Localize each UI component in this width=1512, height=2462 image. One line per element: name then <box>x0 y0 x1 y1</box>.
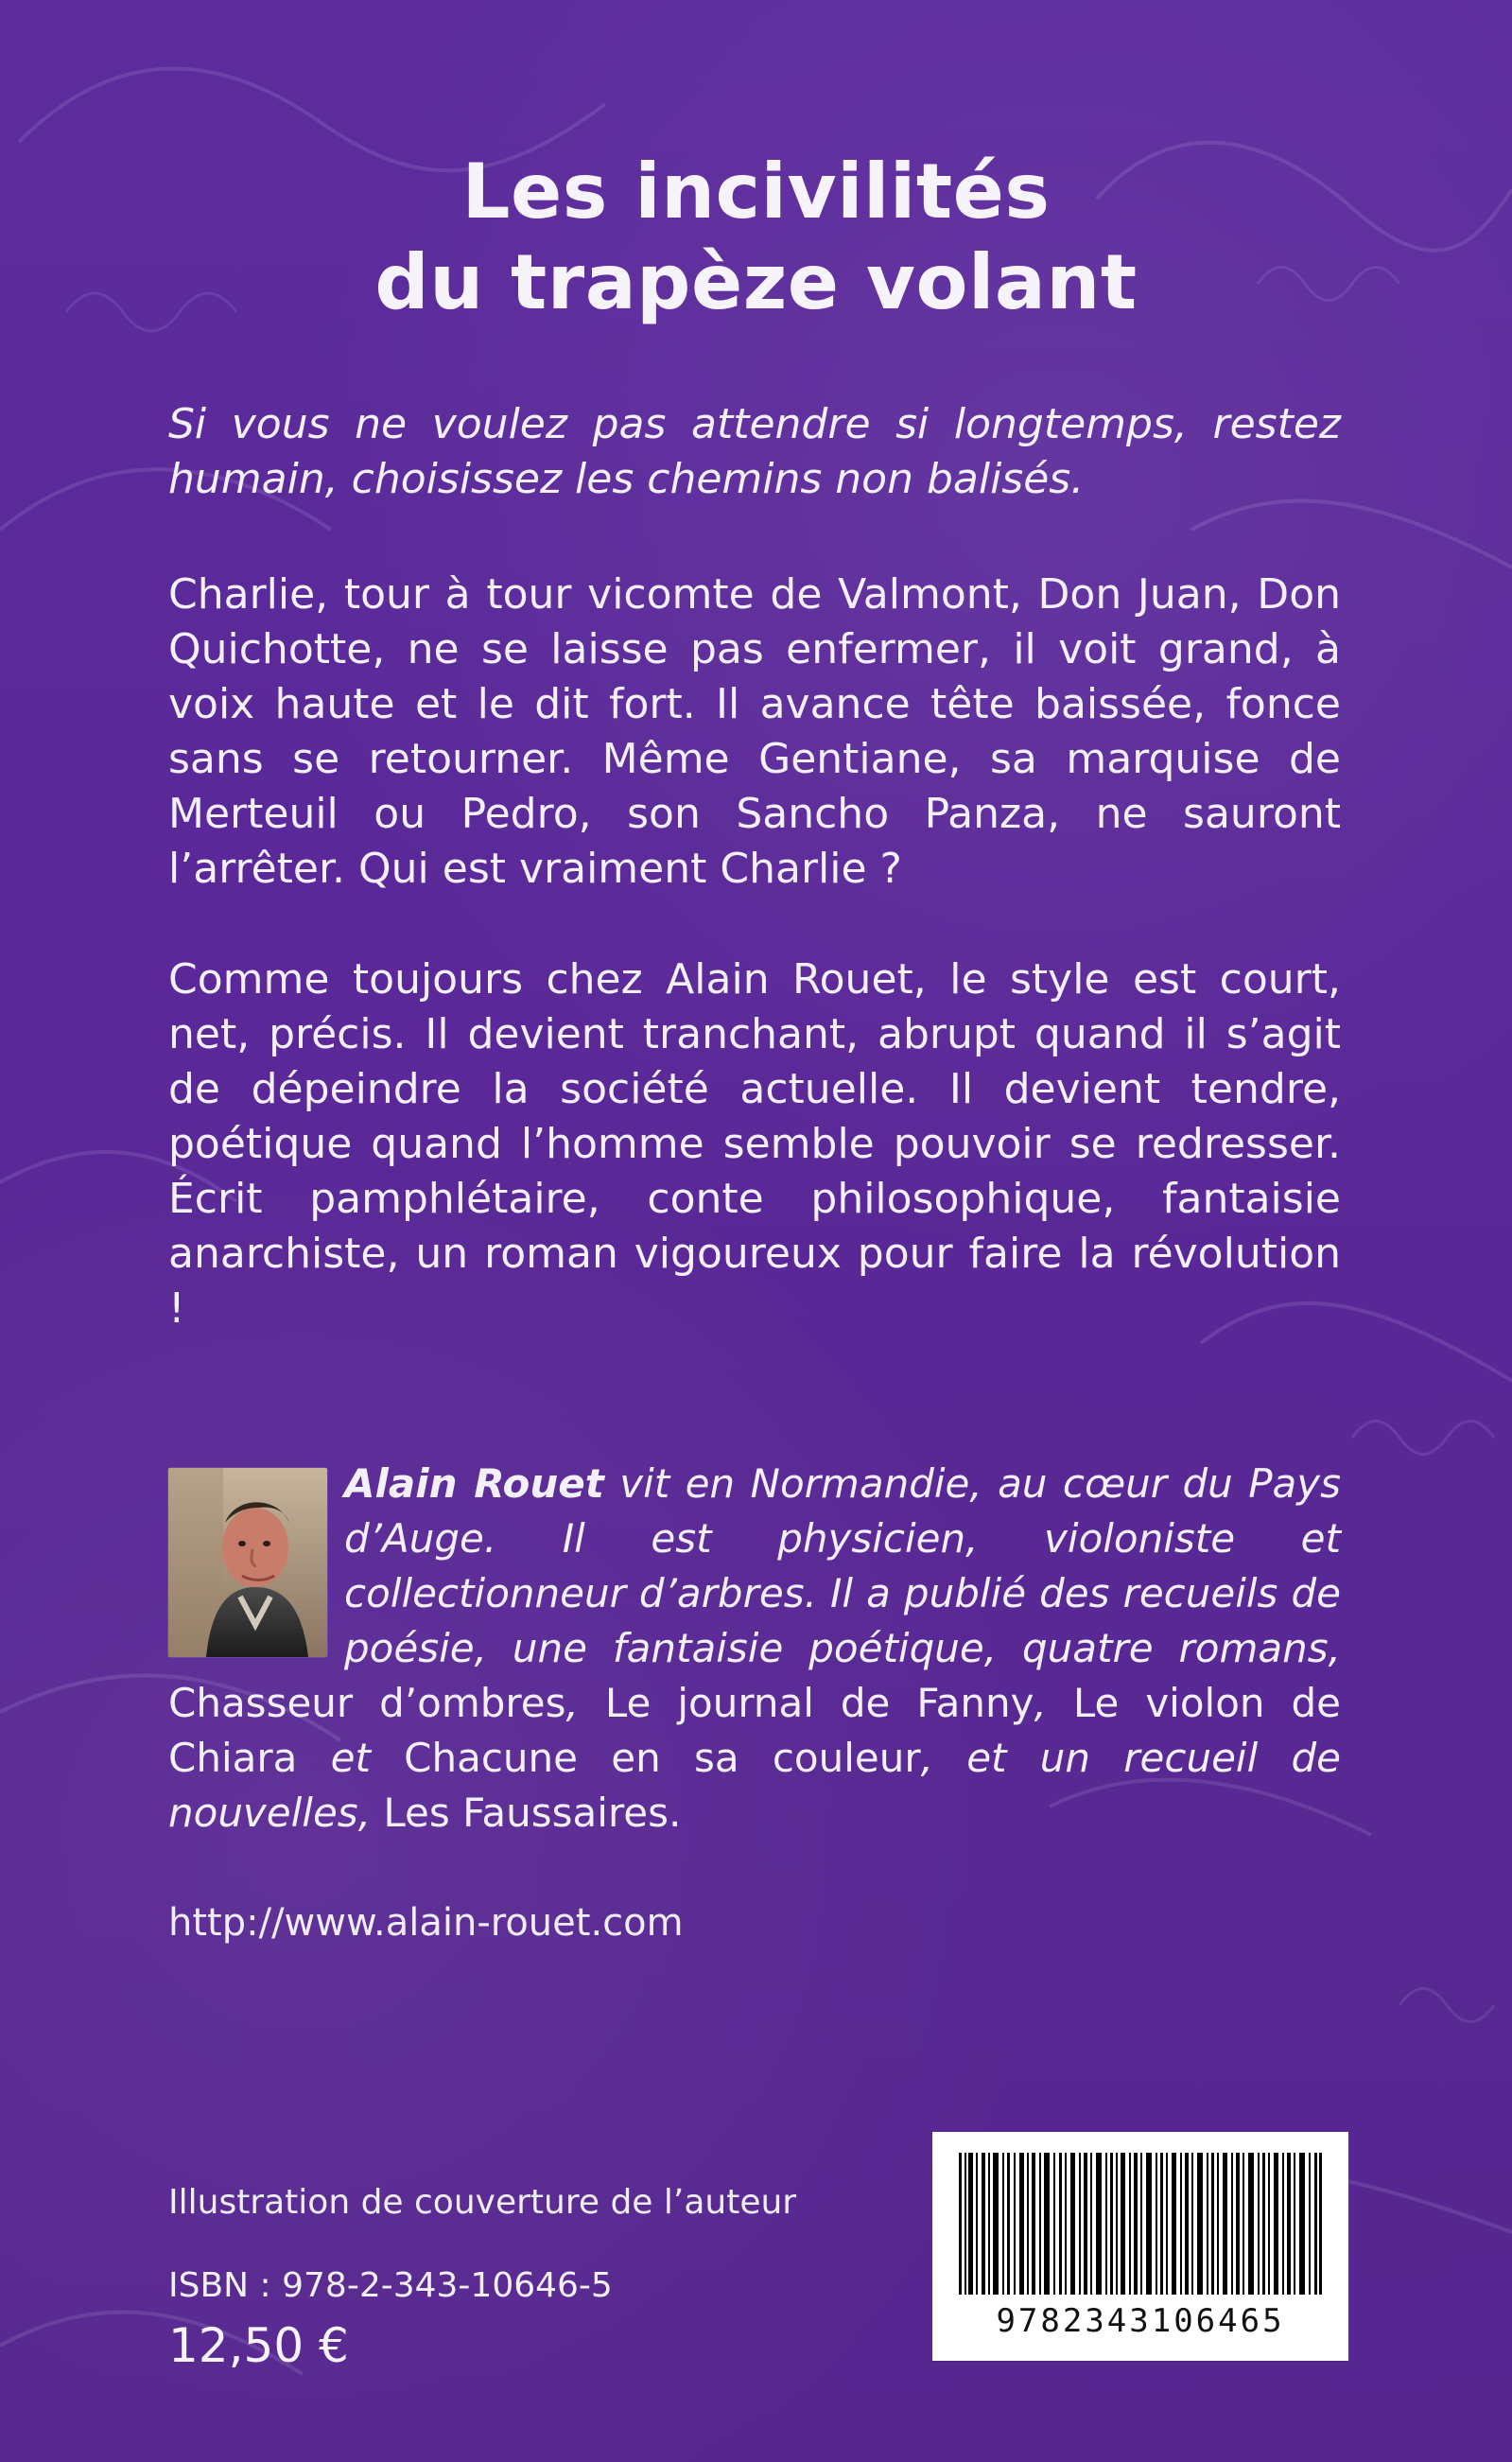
author-bio-part-1: vit en Normandie, au cœur du Pays d’Auge. Il est physicien, violoniste et collectionneur d’arbres. Il a publié des recueils de poésie, une fantaisie poétique, quatre romans, <box>344 1460 1341 1671</box>
barcode-box <box>932 2132 1348 2361</box>
summary-paragraph-2: Comme toujours chez Alain Rouet, le style est court, net, précis. Il devient tranchant, abrupt quand il s’agit de dépeindre la société actuelle. Il devient tendre, poétique quand l’homme semble pouvoir se redresser. Écrit pamphlétaire, conte philosophique, fantaisie anarchiste, un roman vigoureux pour faire la révolution ! <box>168 955 1341 1333</box>
illustration-credit: Illustration de couverture de l’auteur <box>168 2183 797 2222</box>
author-name: Alain Rouet <box>344 1460 604 1507</box>
author-bio-period: . <box>669 1790 682 1836</box>
author-work-2: Le journal de Fanny <box>604 1680 1034 1726</box>
author-bio-part-2: , et un recueil de nouvelles, <box>168 1735 1341 1836</box>
book-title-line-1: Les incivilités <box>461 148 1051 236</box>
author-bio <box>168 1457 1341 1841</box>
barcode <box>959 2153 1322 2295</box>
book-title <box>0 147 1512 328</box>
author-website[interactable]: http://www.alain-rouet.com <box>168 1901 684 1945</box>
author-work-4: Chacune en sa couleur <box>404 1735 921 1781</box>
author-work-3: Le violon de Chiara <box>168 1680 1342 1781</box>
intro-quote: Si vous ne voulez pas attendre si longtemps, restez humain, choisissez les chemins non balisés. <box>168 400 1341 503</box>
barcode-digits: 9782343106465 <box>996 2302 1285 2340</box>
author-bio-text <box>168 1457 1341 1841</box>
author-separator-1: , <box>565 1680 605 1726</box>
summary-paragraph-1: Charlie, tour à tour vicomte de Valmont, Don Juan, Don Quichotte, ne se laisse pas enfermer, il voit grand, à voix haute et le dit fort. Il avance tête baissée, fonce sans se retourner. Même Gentiane, sa marquise de Merteuil ou Pedro, son Sancho Panza, ne sauront l’arrêter. Qui est vraiment Charlie ? <box>168 570 1341 893</box>
author-work-1: Chasseur d’ombres <box>168 1680 566 1726</box>
price-text: 12,50 € <box>168 2318 349 2373</box>
book-title-line-2: du trapèze volant <box>374 238 1138 326</box>
author-conjunction: et <box>297 1735 405 1781</box>
isbn-text: ISBN : 978-2-343-10646-5 <box>168 2266 613 2305</box>
author-work-5: Les Faussaires <box>383 1790 669 1836</box>
author-photo <box>168 1468 327 1657</box>
author-separator-2: , <box>1034 1680 1073 1726</box>
